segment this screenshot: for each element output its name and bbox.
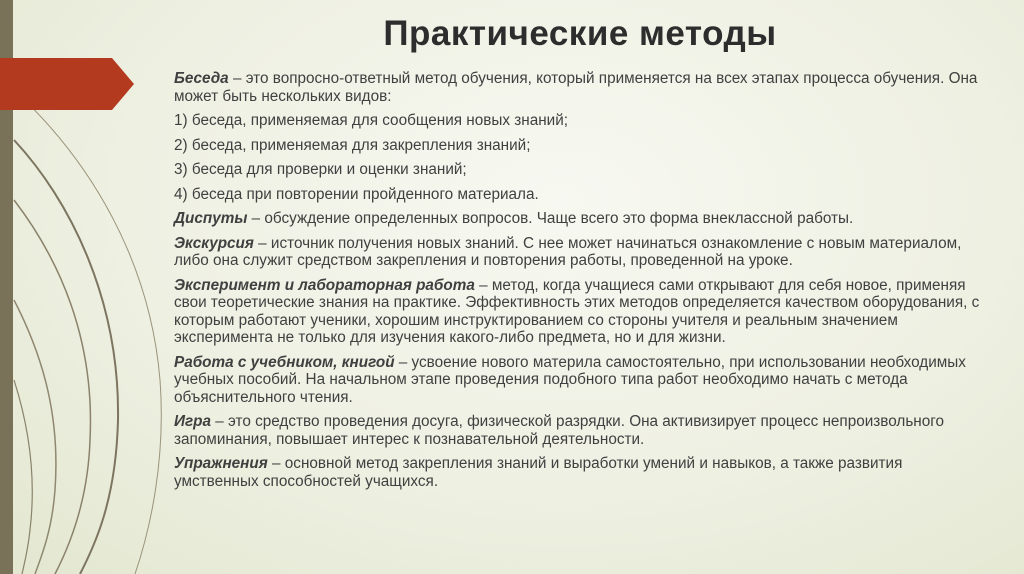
term-label: Экскурсия bbox=[174, 234, 254, 252]
paragraph-beseda-type-1 bbox=[174, 112, 986, 130]
paragraph-beseda-type-3 bbox=[174, 161, 986, 179]
term-label: Беседа bbox=[174, 70, 229, 87]
paragraph-text: – это средство проведения досуга, физической разрядки. Она активизирует процесс непроизвольного запоминания, повышает интерес к познавательной деятельности. bbox=[174, 413, 945, 448]
paragraph-disputy bbox=[174, 210, 986, 228]
paragraph-text: – источник получения новых знаний. С нее может начинаться ознакомление с новым материалом, либо она служит средством закрепления и повторения работы, проведенной на уроке. bbox=[174, 234, 962, 269]
paragraph-text: 2) беседа, применяемая для закрепления знаний; bbox=[174, 136, 531, 154]
paragraph-beseda-type-4 bbox=[174, 186, 986, 204]
term-label: Работа с учебником, книгой bbox=[174, 353, 395, 371]
paragraph-text: 3) беседа для проверки и оценки знаний; bbox=[174, 161, 467, 178]
term-label: Игра bbox=[174, 413, 212, 430]
paragraph-beseda bbox=[174, 70, 986, 105]
paragraph-igra bbox=[174, 413, 986, 448]
paragraph-text: 4) беседа при повторении пройденного материала. bbox=[174, 185, 539, 203]
paragraph-eksperiment bbox=[174, 277, 986, 347]
paragraph-beseda-type-2 bbox=[174, 137, 986, 155]
term-label: Упражнения bbox=[174, 455, 268, 472]
paragraph-text: 1) беседа, применяемая для сообщения новых знаний; bbox=[174, 112, 569, 129]
page-title: Практические методы bbox=[383, 14, 777, 53]
paragraph-text: – это вопросно-ответный метод обучения, который применяется на всех этапах процесса обучения. Она может быть нескольких видов: bbox=[174, 70, 978, 105]
paragraph-text: – основной метод закрепления знаний и выработки умений и навыков, а также развития умственных способностей учащихся. bbox=[174, 455, 903, 490]
content-body bbox=[174, 70, 986, 497]
paragraph-text: – усвоение нового материла самостоятельно, при использовании необходимых учебных пособий. На начальном этапе проведения подобного типа работ необходимо начать с метода объяснительного чтения. bbox=[174, 353, 966, 406]
paragraph-ekskursiya bbox=[174, 235, 986, 270]
term-label: Диспуты bbox=[174, 210, 248, 227]
paragraph-text: – обсуждение определенных вопросов. Чаще всего это форма внеклассной работы. bbox=[247, 210, 854, 227]
red-arrow-banner bbox=[0, 58, 134, 110]
term-label: Эксперимент и лабораторная работа bbox=[174, 276, 475, 294]
paragraph-text: – метод, когда учащиеся сами открывают для себя новое, применяя свои теоретические знания на практике. Эффективность этих методов определяется качеством оборудования, с которым работают ученики, хорошим инструктированием со стороны учителя и реальным значением эксперимента не только для изучения какого-либо предмета, но и для жизни. bbox=[174, 276, 980, 346]
paragraph-rabota-s-uchebnikom bbox=[174, 354, 986, 407]
paragraph-uprazhneniya bbox=[174, 455, 986, 490]
